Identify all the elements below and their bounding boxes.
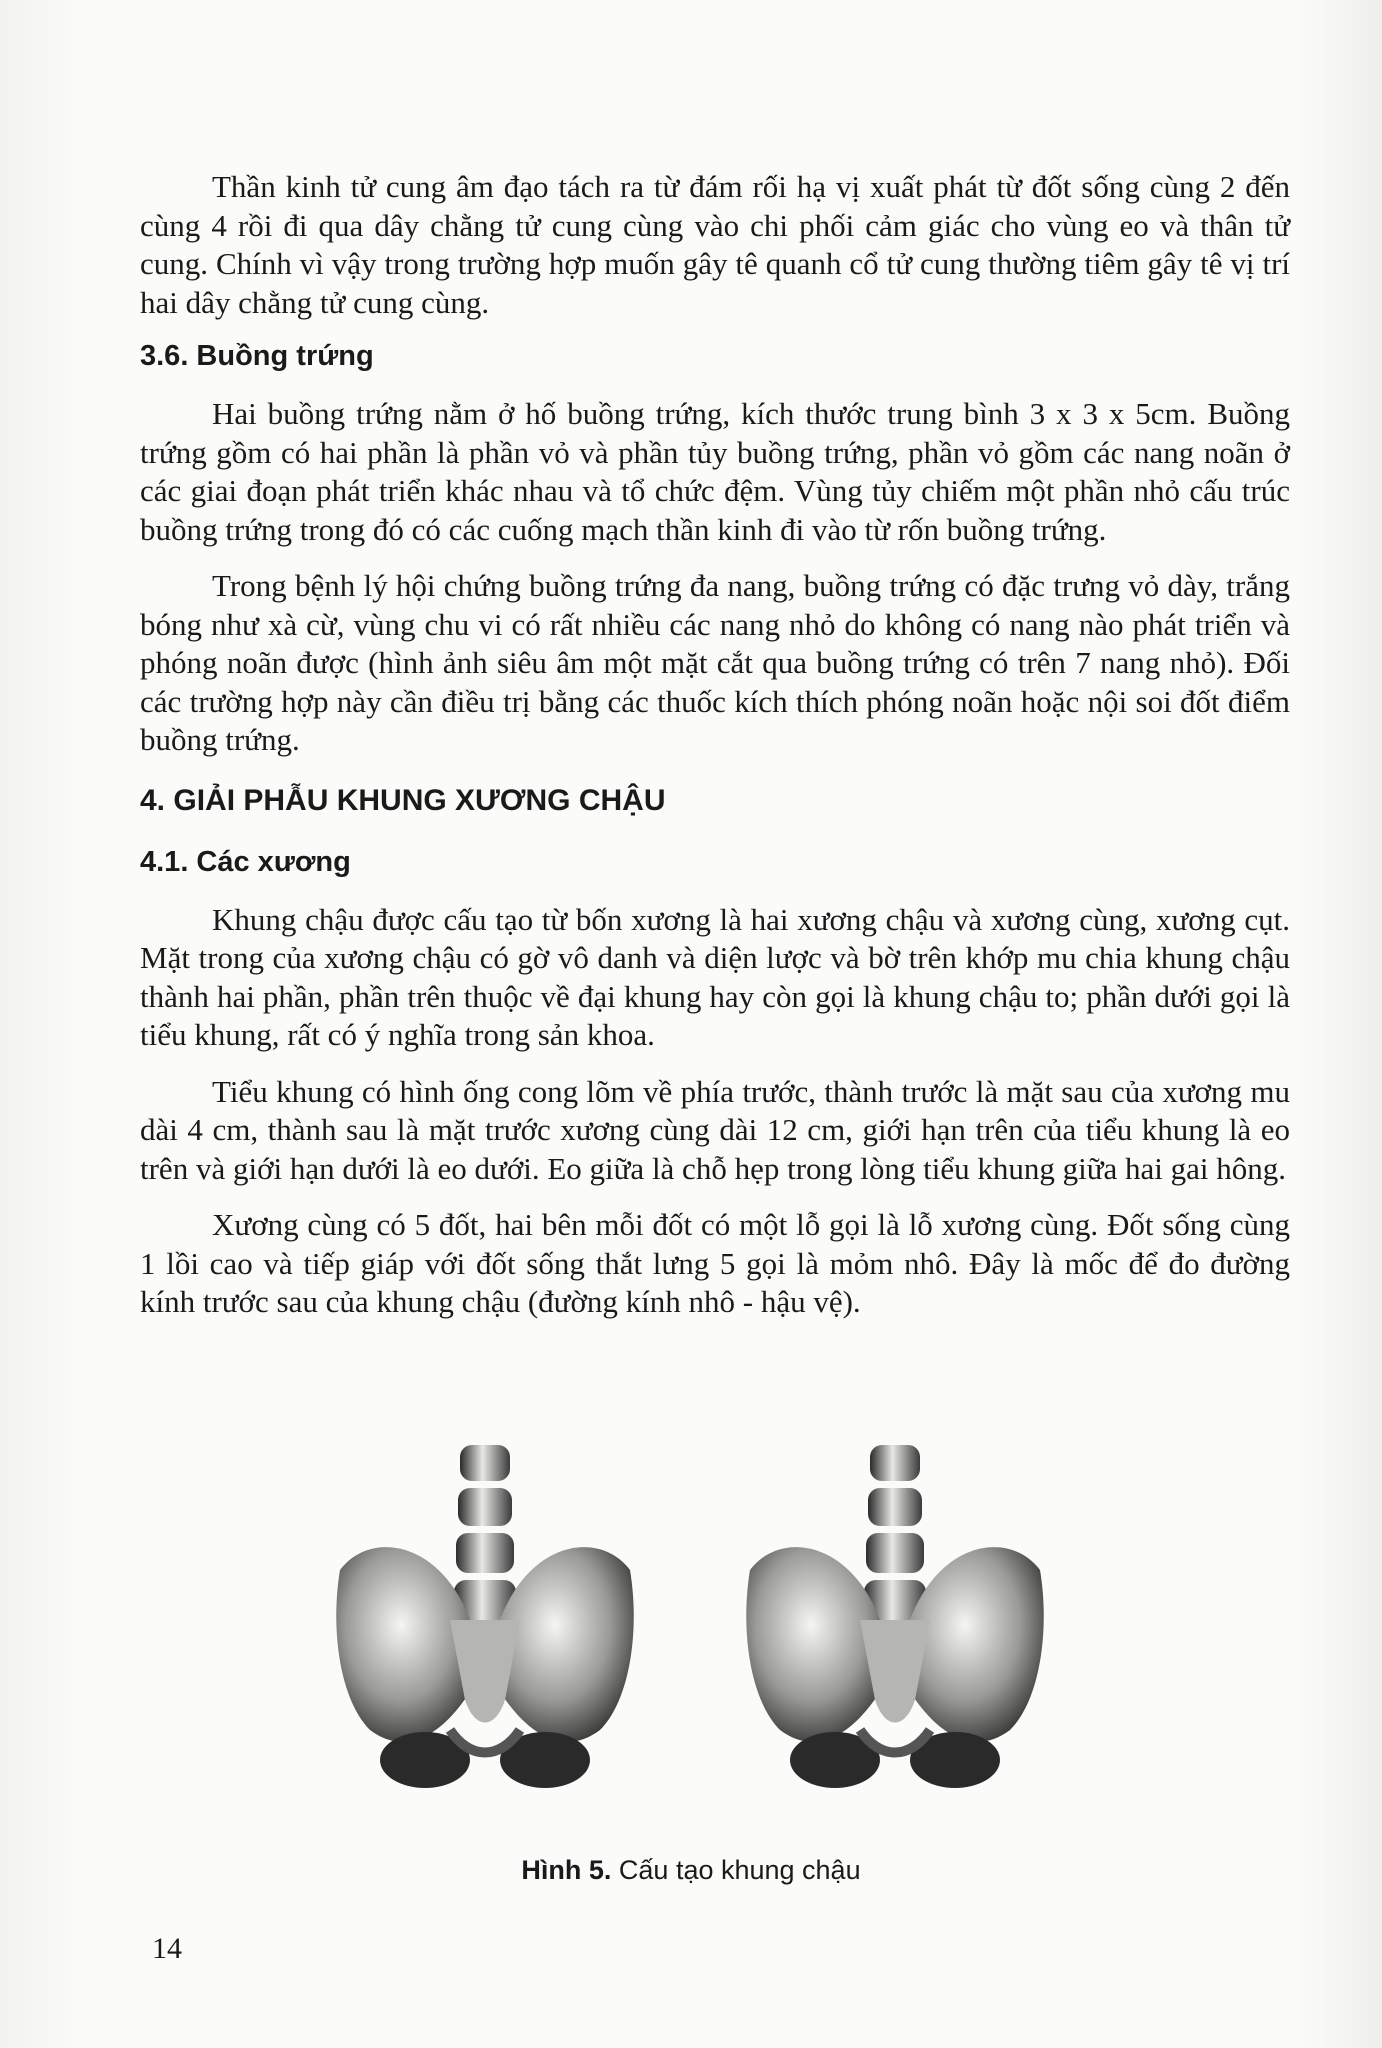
paragraph-pelvis-bones: Khung chậu được cấu tạo từ bốn xương là hai xương chậu và xương cùng, xương cụt. Mặt trong của xương chậu có gờ vô danh và diện lược và bờ trên khớp mu chia khung chậu thành hai phần, phần trên thuộc về đại khung hay còn gọi là khung chậu to; phần dưới gọi là tiểu khung, rất có ý nghĩa trong sản khoa. [140, 901, 1290, 1052]
heading-4: 4. GIẢI PHẪU KHUNG XƯƠNG CHẬU [140, 783, 666, 817]
pelvis-left [336, 1445, 634, 1788]
figure-caption-text: Cấu tạo khung chậu [611, 1855, 861, 1885]
paragraph-nerve-supply: Thần kinh tử cung âm đạo tách ra từ đám rối hạ vị xuất phát từ đốt sống cùng 2 đến cùng 4 rồi đi qua dây chằng tử cung cùng vào chi phối cảm giác cho vùng eo và thân tử cung. Chính vì vậy trong trường hợp muốn gây tê quanh cổ tử cung thường tiêm gây tê vị trí hai dây chằng tử cung cùng. [140, 169, 1290, 320]
heading-4-1: 4.1. Các xương [140, 845, 351, 878]
heading-3-6: 3.6. Buồng trứng [140, 340, 374, 372]
figure-caption-label: Hình 5. [521, 1855, 612, 1885]
figure-caption [0, 1855, 1382, 1886]
paragraph-sacrum: Xương cùng có 5 đốt, hai bên mỗi đốt có một lỗ gọi là lỗ xương cùng. Đốt sống cùng 1 lồi cao và tiếp giáp với đốt sống thắt lưng 5 gọi là mỏm nhô. Đây là mốc để đo đường kính trước sau của khung chậu (đường kính nhô - hậu vệ). [140, 1207, 1290, 1319]
paragraph-ovary-anatomy: Hai buồng trứng nằm ở hố buồng trứng, kích thước trung bình 3 x 3 x 5cm. Buồng trứng gồm có hai phần là phần vỏ và phần tủy buồng trứng, phần vỏ gồm các nang noãn ở các giai đoạn phát triển khác nhau và tổ chức đệm. Vùng tủy chiếm một phần nhỏ cấu trúc buồng trứng trong đó có các cuống mạch thần kinh đi vào từ rốn buồng trứng. [140, 396, 1290, 547]
page-number: 14 [152, 1932, 182, 1965]
pelvis-illustration [330, 1430, 1130, 1830]
pelvis-right [746, 1445, 1044, 1788]
body-text [140, 168, 1290, 1340]
pelvis-figure [330, 1430, 1130, 1830]
paragraph-pcos: Trong bệnh lý hội chứng buồng trứng đa nang, buồng trứng có đặc trưng vỏ dày, trắng bóng như xà cừ, vùng chu vi có rất nhiều các nang nhỏ do không có nang nào phát triển và phóng noãn được (hình ảnh siêu âm một mặt cắt qua buồng trứng có trên 7 nang nhỏ). Đối các trường hợp này cần điều trị bằng các thuốc kích thích phóng noãn hoặc nội soi đốt điểm buồng trứng. [140, 568, 1290, 757]
paragraph-lesser-pelvis: Tiểu khung có hình ống cong lõm về phía trước, thành trước là mặt sau của xương mu dài 4 cm, thành sau là mặt trước xương cùng dài 12 cm, giới hạn trên của tiểu khung là eo trên và giới hạn dưới là eo dưới. Eo giữa là chỗ hẹp trong lòng tiểu khung giữa hai gai hông. [140, 1073, 1290, 1186]
